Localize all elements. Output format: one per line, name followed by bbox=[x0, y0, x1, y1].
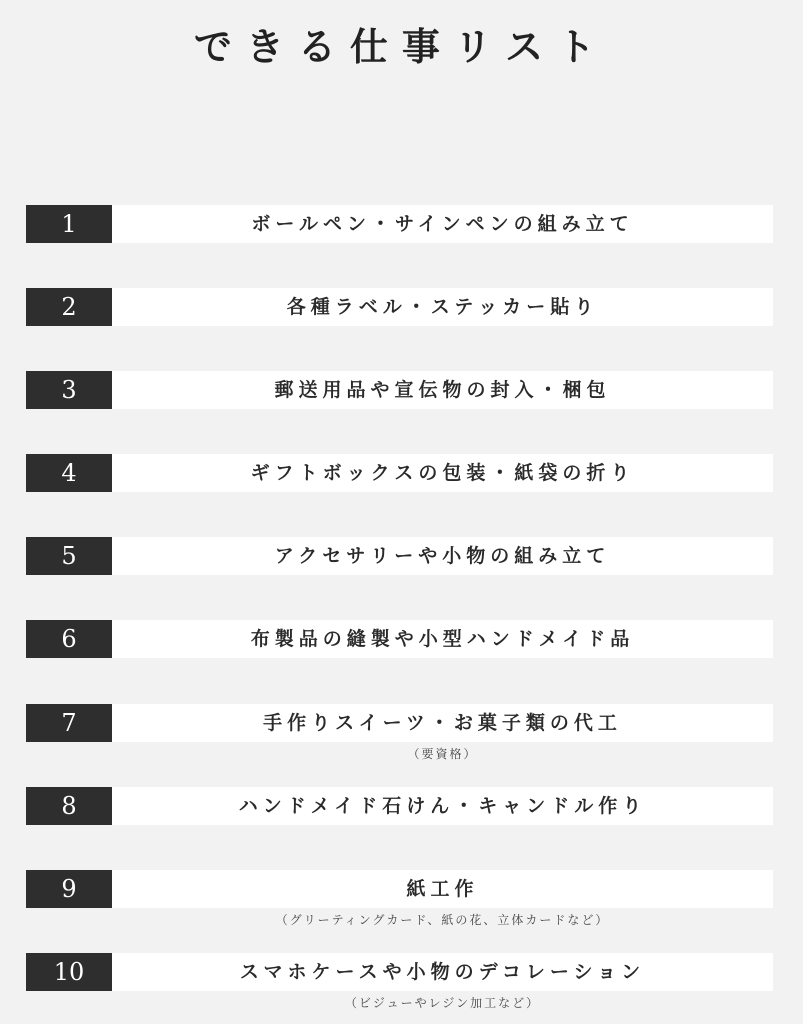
item-number: 9 bbox=[26, 870, 112, 908]
list-item bbox=[26, 454, 773, 492]
item-label: 布製品の縫製や小型ハンドメイド品 bbox=[250, 628, 635, 650]
item-number: 6 bbox=[26, 620, 112, 658]
item-label: 各種ラベル・ステッカー貼り bbox=[286, 296, 599, 318]
item-label: ハンドメイド石けん・キャンドル作り bbox=[238, 795, 647, 817]
item-number: 4 bbox=[26, 454, 112, 492]
item-number: 5 bbox=[26, 537, 112, 575]
item-label: ギフトボックスの包装・紙袋の折り bbox=[250, 462, 635, 484]
list-item bbox=[26, 288, 773, 326]
list-item bbox=[26, 205, 773, 243]
list-item bbox=[26, 371, 773, 409]
item-number: 3 bbox=[26, 371, 112, 409]
item-label: 郵送用品や宣伝物の封入・梱包 bbox=[274, 379, 611, 401]
list-item bbox=[26, 537, 773, 575]
item-number: 7 bbox=[26, 704, 112, 742]
item-label-bar bbox=[112, 953, 773, 991]
item-number: 10 bbox=[26, 953, 112, 991]
item-note: （要資格） bbox=[407, 747, 478, 761]
item-label: ボールペン・サインペンの組み立て bbox=[251, 213, 634, 235]
list-item bbox=[26, 620, 773, 658]
item-label-bar bbox=[112, 870, 773, 908]
item-label-bar bbox=[112, 620, 773, 658]
item-label-bar bbox=[112, 454, 773, 492]
list-item bbox=[26, 704, 773, 761]
list-item bbox=[26, 870, 773, 927]
item-label: スマホケースや小物のデコレーション bbox=[239, 961, 646, 983]
item-label: 手作りスイーツ・お菓子類の代工 bbox=[263, 712, 622, 734]
item-label-bar bbox=[112, 371, 773, 409]
item-note: （ビジューやレジン加工など） bbox=[344, 996, 541, 1010]
item-label-bar bbox=[112, 787, 773, 825]
list-item bbox=[26, 787, 773, 825]
item-number: 2 bbox=[26, 288, 112, 326]
item-label: 紙工作 bbox=[406, 878, 479, 900]
item-number: 1 bbox=[26, 205, 112, 243]
item-label-bar bbox=[112, 288, 773, 326]
item-label: アクセサリーや小物の組み立て bbox=[274, 545, 611, 567]
item-label-bar bbox=[112, 704, 773, 742]
item-label-bar bbox=[112, 205, 773, 243]
item-label-bar bbox=[112, 537, 773, 575]
item-number: 8 bbox=[26, 787, 112, 825]
page-title: できる仕事リスト bbox=[193, 24, 610, 69]
list-item bbox=[26, 953, 773, 1010]
item-note: （グリーティングカード、紙の花、立体カードなど） bbox=[275, 913, 610, 927]
